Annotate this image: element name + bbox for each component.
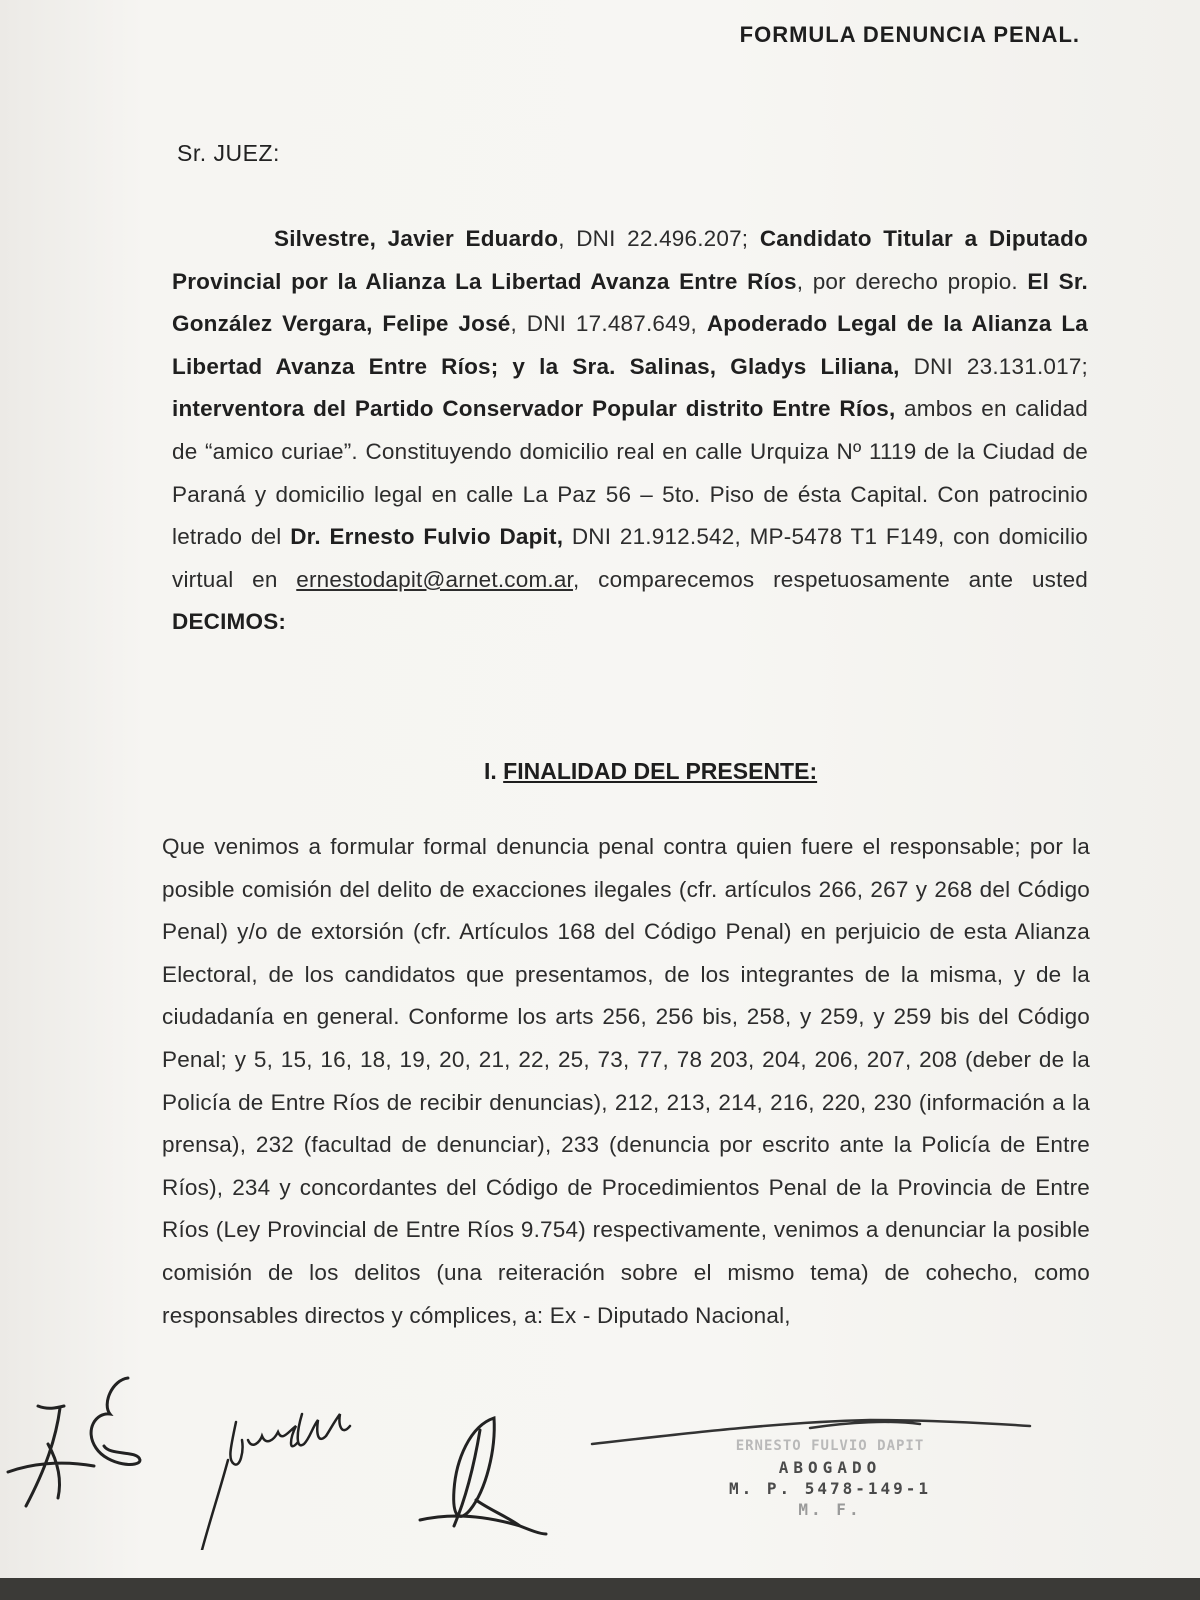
text-run: , DNI 17.487.649, [510,311,707,337]
document-heading: FORMULA DENUNCIA PENAL. [739,22,1080,47]
text-run: Candidato Titular a Diputado Provincial por la Alianza La Libertad Avanza Entre Ríos [172,226,1088,294]
text-run: DNI 23.131.017; [899,353,1088,379]
text-run: Dr. Ernesto Fulvio Dapit, [290,524,564,550]
text-run: , comparecemos respetuosamente ante usted [573,566,1088,592]
parties-paragraph [172,218,1088,644]
section-number: I. [484,758,504,784]
email-link[interactable]: ernestodapit@arnet.com.ar [296,566,574,592]
stamp-name: ERNESTO FULVIO DAPIT [735,1438,925,1454]
text-run: Apoderado Legal de la Alianza La Libertad Avanza Entre Ríos; y la Sra. Salinas, Gladys Liliana, [172,311,1088,379]
text-run: , DNI 22.496.207; [558,226,760,251]
text-run: DECIMOS: [172,609,287,635]
text-run: El Sr. González Vergara, Felipe José [172,268,1088,337]
text-run: , por derecho propio. [796,268,1028,294]
text-run: interventora del Partido Conservador Popular distrito Entre Ríos, [172,396,896,422]
section-title: FINALIDAD DEL PRESENTE: [503,758,818,784]
page-edge-shadow [0,1578,1200,1600]
text-run: ambos en calidad de “amico curiae”. Constituyendo domicilio real en calle Urquiza Nº 1119 de la Ciudad de Paraná y domicilio legal en calle La Paz 56 – 5to. Piso de ésta Capital. Con patrocinio letrado del [172,396,1088,550]
stamp-title: ABOGADO [778,1458,882,1477]
stamp-license: M. P. 5478-149-1 [728,1479,932,1498]
signature-2 [200,1400,370,1550]
salutation: Sr. JUEZ: [177,140,280,166]
signature-3 [410,1410,560,1550]
lawyer-stamp [700,1436,960,1520]
text-run: DNI 21.912.542, MP-5478 T1 F149, con domicilio virtual en [172,524,1088,592]
signature-1 [0,1368,160,1528]
complaint-paragraph: Que venimos a formular formal denuncia penal contra quien fuere el responsable; por la posible comisión del delito de exacciones ilegales (cfr. artículos 266, 267 y 268 del Código Penal) y/o de extorsión (cfr. Artículos 168 del Código Penal) en perjuicio de esta Alianza Electoral, de los candidatos que presentamos, de los integrantes de la misma, y de la ciudadanía en general. Conforme los arts 256, 256 bis, 258, y 259, y 259 bis del Código Penal; y 5, 15, 16, 18, 19, 20, 21, 22, 25, 73, 77, 78 203, 204, 206, 207, 208 (deber de la Policía de Entre Ríos de recibir denuncias), 212, 213, 214, 216, 220, 230 (información a la prensa), 232 (facultad de denunciar), 233 (denuncia por escrito ante la Policía de Entre Ríos), 234 y concordantes del Código de Procedimientos Penal de la Provincia de Entre Ríos (Ley Provincial de Entre Ríos 9.754) respectivamente, venimos a denunciar la posible comisión de los delitos (una reiteración sobre el mismo tema) de cohecho, como responsables directos y cómplices, a: Ex - Diputado Nacional, [162,834,1090,1328]
section-heading [484,758,817,785]
text-run: Silvestre, Javier Eduardo [274,226,559,251]
stamp-registry: M. F. [798,1500,862,1519]
